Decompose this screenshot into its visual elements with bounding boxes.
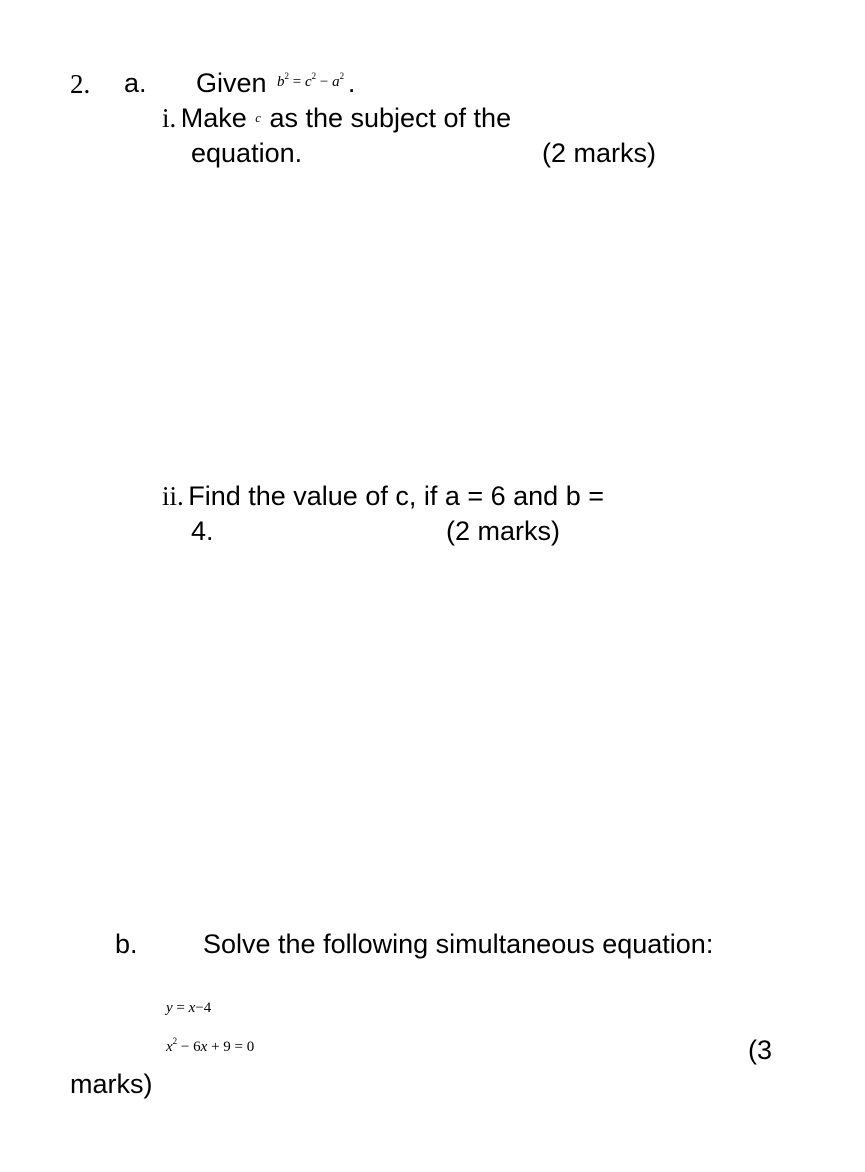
eq-minus: − bbox=[319, 74, 329, 90]
given-equation bbox=[277, 71, 348, 90]
eq1-x: x bbox=[188, 1000, 196, 1016]
sub-i-var: c bbox=[255, 110, 261, 125]
part-a-label: a. bbox=[124, 68, 147, 98]
eq2-exp: 2 bbox=[172, 1036, 178, 1046]
sub-ii-line2: 4. bbox=[191, 516, 214, 546]
sub-ii-marks: (2 marks) bbox=[446, 516, 560, 546]
eq1-minus: − bbox=[195, 1000, 204, 1016]
part-b-label: b. bbox=[115, 929, 138, 959]
eq1-four: 4 bbox=[203, 1000, 212, 1016]
eq1-equals: = bbox=[176, 1000, 185, 1016]
sub-i-marks: (2 marks) bbox=[542, 138, 656, 168]
sub-ii-text: Find the value of c, if a = 6 and b = bbox=[188, 481, 604, 511]
part-b-marks-open: (3 bbox=[748, 1035, 773, 1065]
given-period: . bbox=[347, 68, 356, 98]
sub-i-line2: equation. bbox=[191, 138, 303, 168]
eq2-nine: 9 bbox=[223, 1039, 231, 1055]
sub-i-text-before: Make bbox=[180, 103, 247, 133]
sub-i-line bbox=[162, 102, 511, 134]
sub-ii-numeral: ii. bbox=[162, 481, 184, 511]
eq-c-exp: 2 bbox=[311, 71, 317, 81]
eq2-zero: 0 bbox=[246, 1039, 255, 1055]
eq-b-exp: 2 bbox=[284, 71, 289, 81]
simultaneous-eq-2 bbox=[166, 1036, 255, 1056]
eq-a-exp: 2 bbox=[339, 71, 345, 81]
eq-c: c bbox=[304, 74, 312, 90]
part-b-text: Solve the following simultaneous equation: bbox=[203, 929, 714, 959]
question-number: 2. bbox=[70, 69, 91, 99]
eq-b: b bbox=[277, 74, 285, 90]
eq2-equals: = bbox=[234, 1039, 243, 1055]
simultaneous-eq-1 bbox=[166, 1000, 211, 1017]
given-word: Given bbox=[196, 68, 267, 98]
eq-equals: = bbox=[292, 74, 302, 90]
eq2-x: x bbox=[166, 1039, 173, 1055]
eq2-minus: − bbox=[180, 1039, 190, 1055]
sub-i-numeral: i. bbox=[162, 103, 177, 133]
eq2-six: 6 bbox=[193, 1039, 201, 1055]
eq1-y: y bbox=[166, 1000, 173, 1016]
part-b-marks-close: marks) bbox=[70, 1069, 153, 1099]
eq2-x2: x bbox=[200, 1039, 208, 1055]
eq2-plus: + bbox=[211, 1039, 220, 1055]
eq-a: a bbox=[332, 74, 340, 90]
given-line bbox=[196, 67, 355, 99]
sub-i-text-after: as the subject of the bbox=[269, 103, 512, 133]
sub-ii-line bbox=[162, 480, 604, 512]
